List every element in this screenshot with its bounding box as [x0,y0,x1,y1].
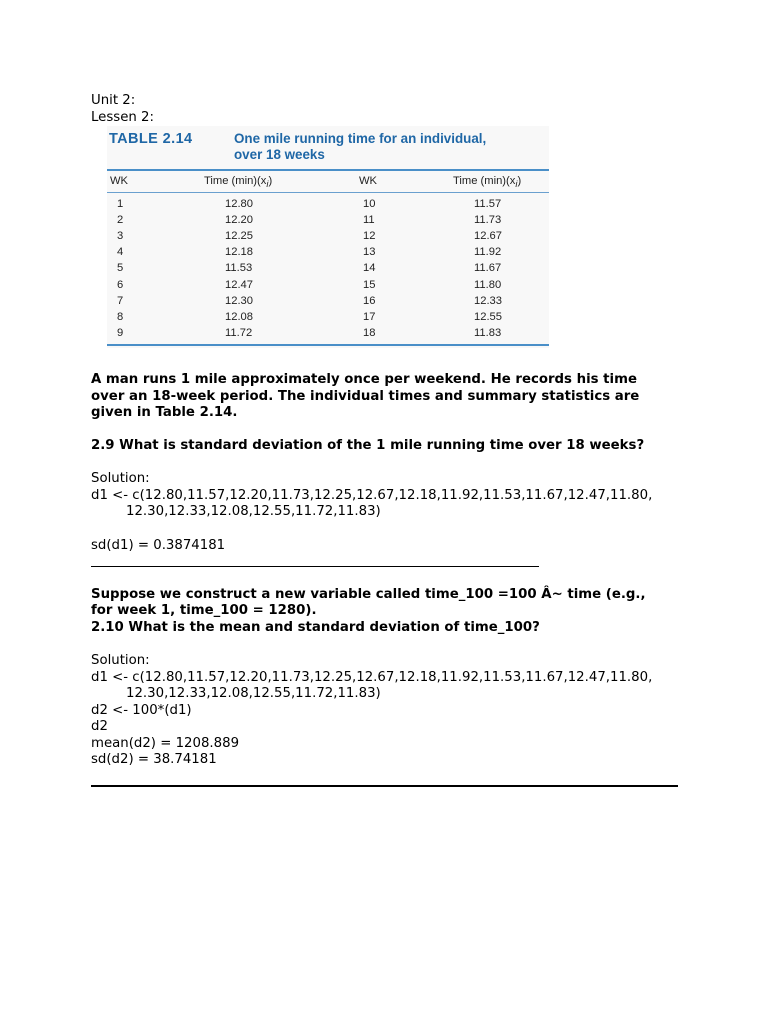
table-cell-wk: 4 [117,246,124,259]
sd-result-2: sd(d2) = 38.74181 [91,752,217,767]
table-label: TABLE 2.14 [109,131,193,147]
table-cell-wk: 18 [363,326,376,339]
table-title-line1: One mile running time for an individual, [234,131,487,146]
table-cell-time: 11.67 [474,262,502,275]
running-time-table [107,126,549,348]
unit-heading: Unit 2: [91,93,136,108]
table-cell-time: 12.30 [225,294,253,307]
table-top-rule [107,169,549,171]
intro-line-1: A man runs 1 mile approximately once per weekend. He records his time [91,372,637,387]
table-cell-wk: 9 [117,326,124,339]
table-cell-wk: 2 [117,214,124,227]
lesson-heading: Lessen 2: [91,110,154,125]
table-cell-time: 11.92 [474,246,502,259]
q2-intro-line1: Suppose we construct a new variable called time_100 =100 Â~ time (e.g., [91,587,646,602]
table-cell-time: 12.20 [225,214,253,227]
table-cell-time: 12.55 [474,310,502,323]
table-cell-wk: 16 [363,294,376,307]
table-header-rule [107,192,549,193]
intro-line-3: given in Table 2.14. [91,405,238,420]
table-cell-wk: 17 [363,310,376,323]
col-header-time-left: Time $(\min)(x_i)$ [204,175,273,190]
table-cell-time: 11.72 [225,326,253,339]
table-cell-time: 12.47 [225,278,253,291]
table-cell-wk: 1 [117,198,124,210]
table-cell-wk: 13 [363,246,376,259]
table-cell-wk: 12 [363,230,376,243]
table-cell-wk: 8 [117,310,124,323]
table-bottom-rule [107,344,549,346]
table-cell-time: 12.33 [474,294,502,307]
table-cell-wk: 5 [117,262,124,275]
table-cell-wk: 6 [117,278,124,291]
code-d1b-line1: d1 <- c(12.80,11.57,12.20,11.73,12.25,12.67,12.18,11.92,11.53,11.67,12.47,11.80, [91,670,653,685]
solution-label-2: Solution: [91,653,150,668]
col-header-wk-left: WK [110,175,129,187]
table-cell-time: 12.08 [225,310,253,323]
table-cell-wk: 14 [363,262,376,275]
table-cell-wk: 3 [117,230,124,243]
table-cell-wk: 11 [363,214,375,227]
col-header-time-right: Time $(\min)(x_i)$ [453,175,522,190]
mean-result: mean(d2) = 1208.889 [91,736,240,751]
code-d1-line1: d1 <- c(12.80,11.57,12.20,11.73,12.25,12.67,12.18,11.92,11.53,11.67,12.47,11.80, [91,488,653,503]
table-cell-time: 12.25 [225,230,253,243]
question-2-10: 2.10 What is the mean and standard deviation of time_100? [91,620,540,635]
code-d2-assign: d2 <- 100*(d1) [91,703,192,718]
table-cell-time: 11.57 [474,198,502,210]
question-2-9: 2.9 What is standard deviation of the 1 mile running time over 18 weeks? [91,438,645,453]
code-d2-print: d2 [91,719,108,734]
table-cell-time: 11.83 [474,326,502,339]
table-cell-time: 12.67 [474,230,502,243]
q2-intro-line2: for week 1, time_100 = 1280). [91,603,317,618]
table-cell-time: 11.53 [225,262,253,275]
table-cell-wk: 7 [117,294,124,307]
code-d1b-line2: 12.30,12.33,12.08,12.55,11.72,11.83) [126,686,381,701]
intro-line-2: over an 18-week period. The individual times and summary statistics are [91,389,640,404]
table-cell-wk: 15 [363,278,376,291]
table-cell-wk: 10 [363,198,376,210]
table-cell-time: 11.73 [474,214,502,227]
table-cell-time: 11.80 [474,278,502,291]
col-header-wk-right: WK [359,175,378,187]
solution-label-1: Solution: [91,471,150,486]
code-d1-line2: 12.30,12.33,12.08,12.55,11.72,11.83) [126,504,381,519]
sd-result-1: sd(d1) = 0.3874181 [91,538,226,553]
table-title-line2: over 18 weeks [234,147,325,162]
end-rule [91,785,678,787]
table-cell-time: 12.80 [225,198,253,210]
table-cell-time: 12.18 [225,246,253,259]
table-title [234,131,486,163]
separator-rule [91,566,539,567]
